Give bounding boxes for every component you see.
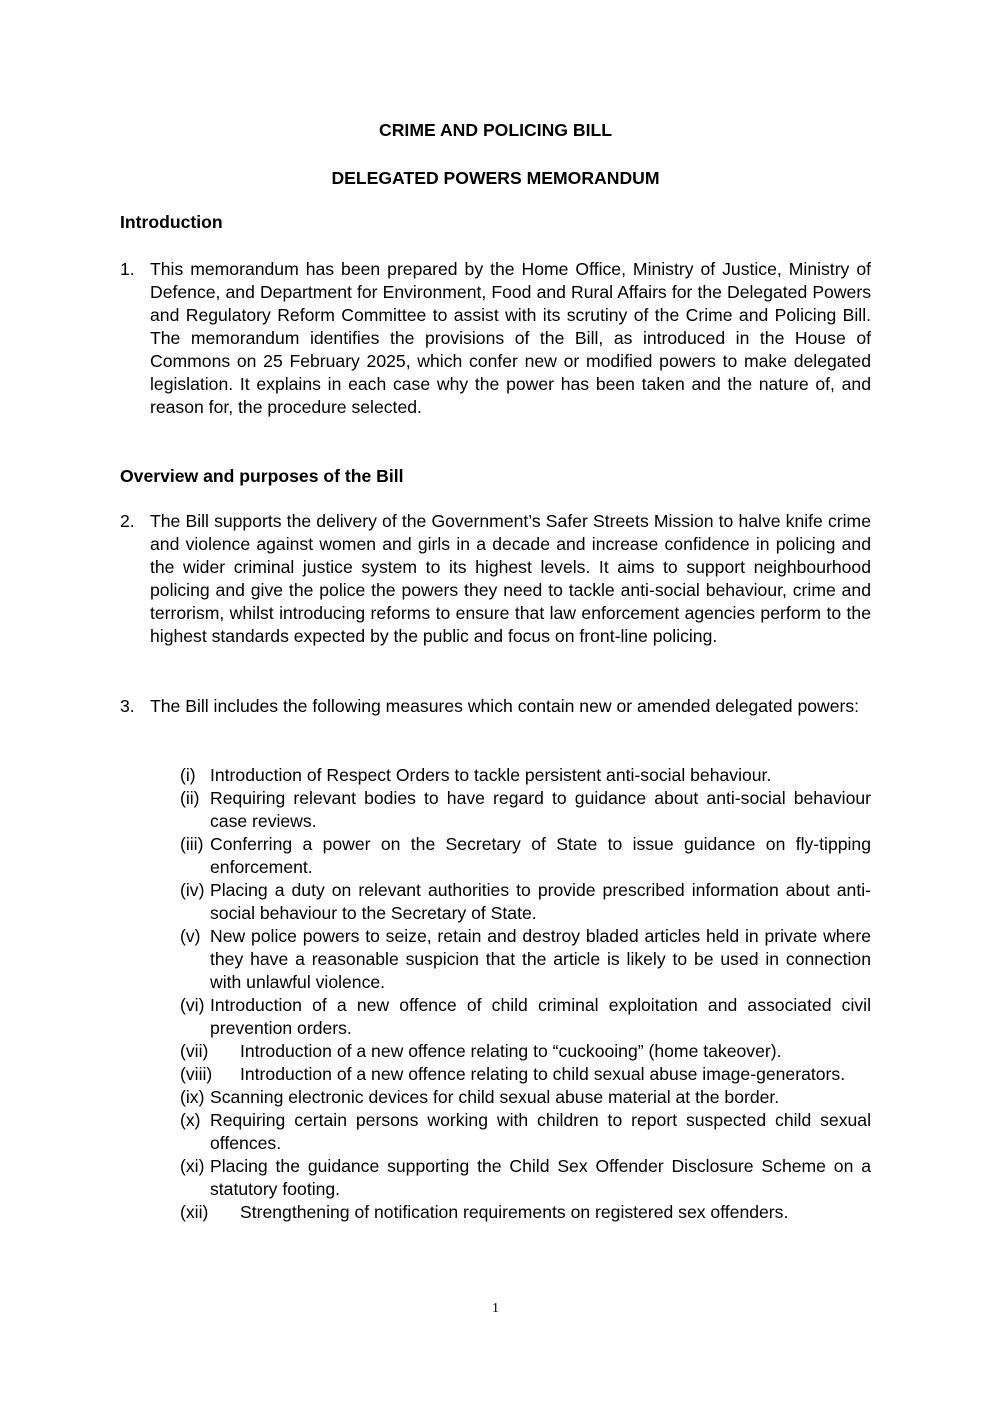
list-item-text: New police powers to seize, retain and destroy bladed articles held in private where they have a reasonable suspicion that the article is likely to be used in connection with unlawful violence. [210, 926, 871, 992]
list-item [180, 1109, 871, 1155]
list-item-numeral: (iv) [180, 880, 205, 900]
document-subtitle: DELEGATED POWERS MEMORANDUM [331, 168, 660, 188]
list-item-numeral: (v) [180, 926, 201, 946]
paragraph-3-number: 3. [120, 696, 135, 716]
list-item-numeral: (ix) [180, 1087, 205, 1107]
list-item-text: Introduction of a new offence of child criminal exploitation and associated civil prevention orders. [210, 995, 871, 1038]
list-item-numeral: (viii) [180, 1064, 213, 1084]
list-item-text: Strengthening of notification requirements on registered sex offenders. [240, 1202, 789, 1222]
paragraph-1-number: 1. [120, 259, 135, 279]
list-item-text: Requiring relevant bodies to have regard to guidance about anti-social behaviour case reviews. [210, 788, 871, 831]
list-item-numeral: (xi) [180, 1156, 205, 1176]
list-item-text: Requiring certain persons working with children to report suspected child sexual offences. [210, 1110, 871, 1153]
paragraph-1-text: This memorandum has been prepared by the Home Office, Ministry of Justice, Ministry of Defence, and Department for Environment, Food and Rural Affairs for the Delegated Powers and Regulatory Reform Committee to assist with its scrutiny of the Crime and Policing Bill. The memorandum identifies the provisions of the Bill, as introduced in the House of Commons on 25 February 2025, which confer new or modified powers to make delegated legislation. It explains in each case why the power has been taken and the nature of, and reason for, the procedure selected. [150, 259, 871, 417]
list-item [180, 879, 871, 925]
introduction-heading: Introduction [120, 212, 223, 232]
list-item [180, 787, 871, 833]
list-item-numeral: (ii) [180, 788, 200, 808]
overview-heading: Overview and purposes of the Bill [120, 466, 404, 486]
list-item-text: Conferring a power on the Secretary of State to issue guidance on fly-tipping enforcement. [210, 834, 871, 877]
measures-list [180, 764, 871, 1224]
list-item [180, 925, 871, 994]
list-item-numeral: (xii) [180, 1202, 209, 1222]
list-item-text: Introduction of a new offence relating to “cuckooing” (home takeover). [240, 1041, 782, 1061]
document-title: CRIME AND POLICING BILL [379, 120, 612, 140]
list-item [180, 1063, 871, 1086]
list-item-numeral: (x) [180, 1110, 201, 1130]
paragraph-2-text: The Bill supports the delivery of the Government’s Safer Streets Mission to halve knife crime and violence against women and girls in a decade and increase confidence in policing and the wider criminal justice system to its highest levels. It aims to support neighbourhood policing and give the police the powers they need to tackle anti-social behaviour, crime and terrorism, whilst introducing reforms to ensure that law enforcement agencies perform to the highest standards expected by the public and focus on front-line policing. [150, 511, 871, 646]
list-item-text: Placing a duty on relevant authorities to provide prescribed information about anti-social behaviour to the Secretary of State. [210, 880, 871, 923]
paragraph-3 [120, 695, 871, 718]
list-item-numeral: (vi) [180, 995, 205, 1015]
list-item [180, 994, 871, 1040]
paragraph-1 [120, 258, 871, 419]
list-item [180, 833, 871, 879]
list-item-numeral: (vii) [180, 1041, 209, 1061]
list-item-numeral: (iii) [180, 834, 204, 854]
list-item-text: Placing the guidance supporting the Child Sex Offender Disclosure Scheme on a statutory footing. [210, 1156, 871, 1199]
list-item-text: Introduction of Respect Orders to tackle persistent anti-social behaviour. [210, 765, 772, 785]
paragraph-3-text: The Bill includes the following measures which contain new or amended delegated powers: [150, 696, 860, 716]
list-item [180, 764, 871, 787]
list-item-numeral: (i) [180, 765, 196, 785]
list-item-text: Scanning electronic devices for child sexual abuse material at the border. [210, 1087, 780, 1107]
list-item-text: Introduction of a new offence relating to child sexual abuse image-generators. [240, 1064, 846, 1084]
list-item [180, 1086, 871, 1109]
paragraph-2-number: 2. [120, 511, 135, 531]
list-item [180, 1201, 871, 1224]
list-item [180, 1040, 871, 1063]
page-number: 1 [492, 1301, 499, 1316]
paragraph-2 [120, 510, 871, 648]
list-item [180, 1155, 871, 1201]
